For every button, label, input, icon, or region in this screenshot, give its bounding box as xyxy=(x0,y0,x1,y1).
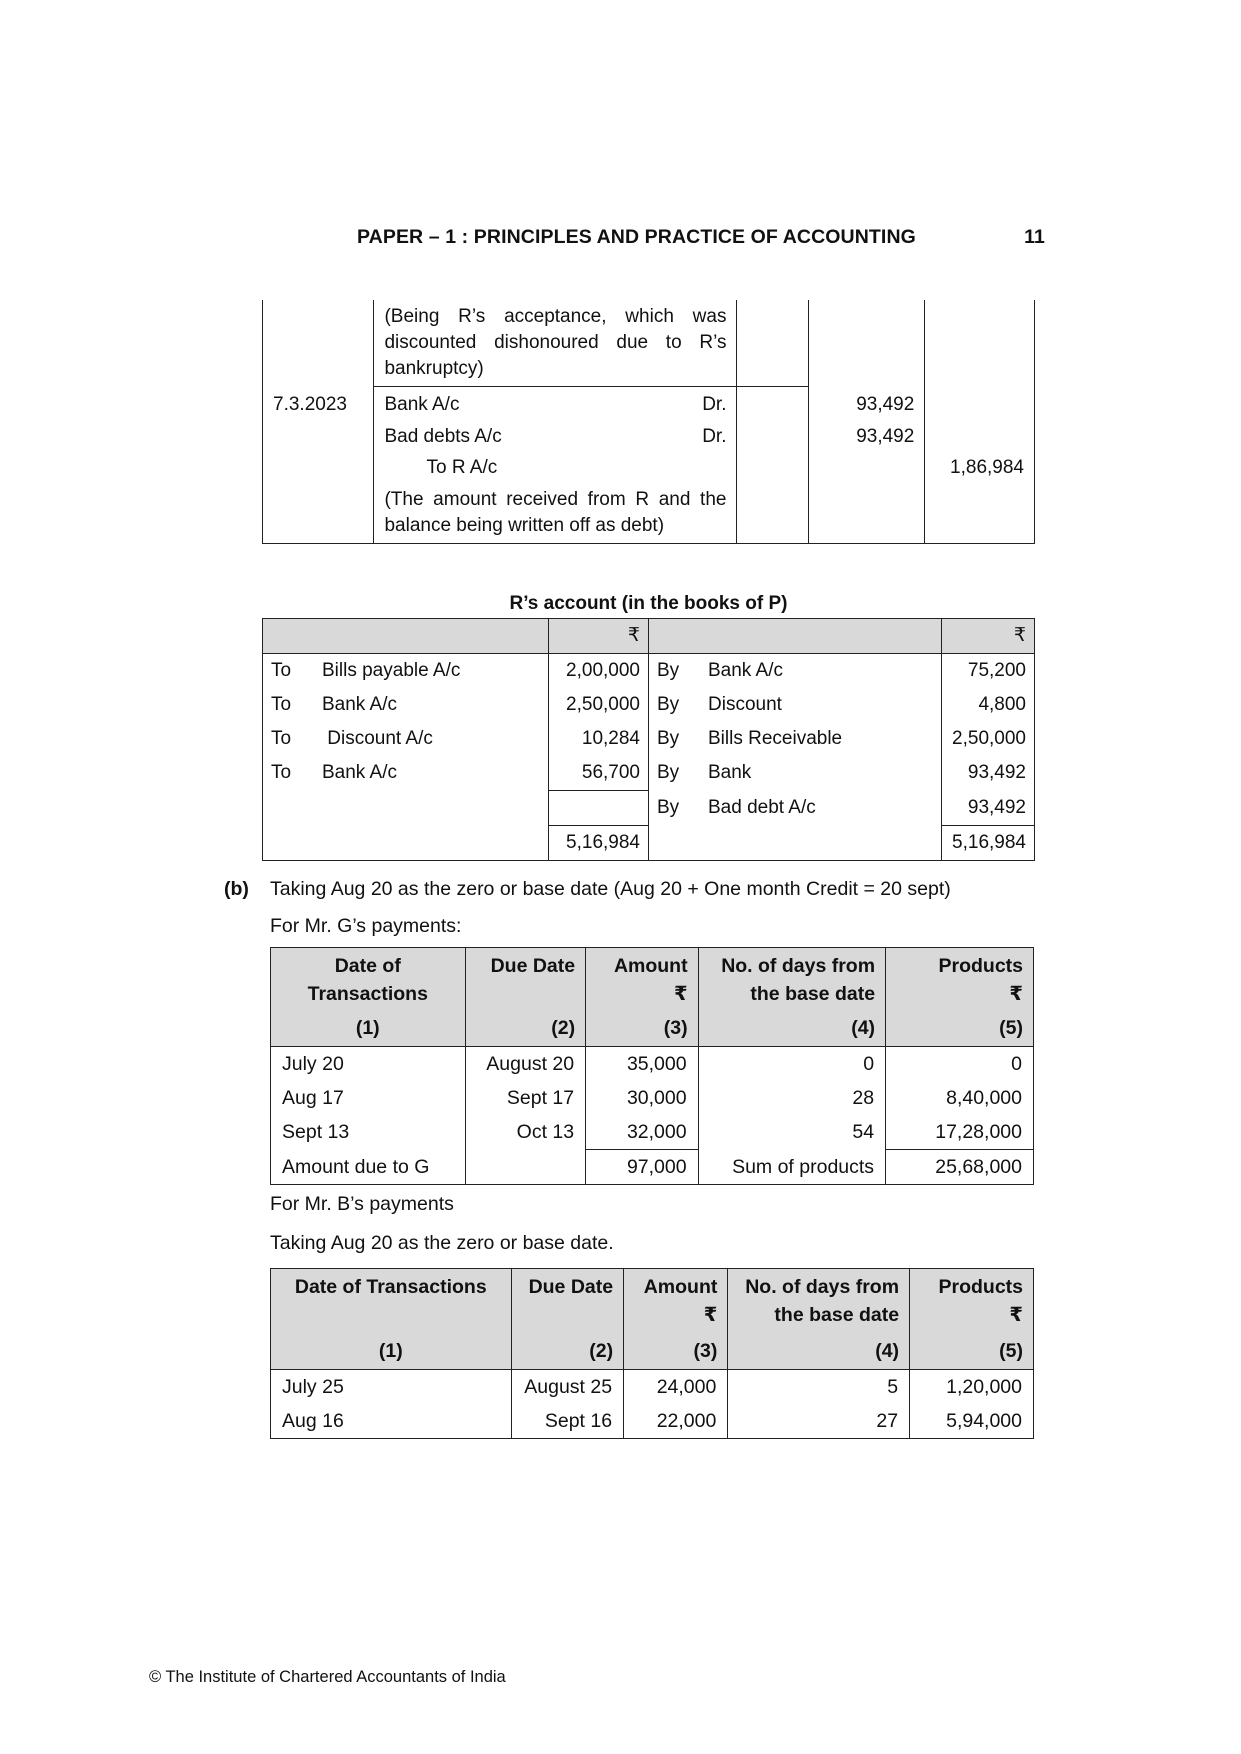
col-header: No. of days from xyxy=(745,1276,900,1298)
table-row xyxy=(263,756,1035,791)
due-date-cell: Sept 17 xyxy=(465,1081,586,1115)
date-cell: Sept 13 xyxy=(271,1115,466,1150)
journal-table xyxy=(262,300,1035,544)
days-cell: 54 xyxy=(698,1115,885,1150)
credit-particular: Bank A/c xyxy=(700,654,942,689)
rupee-icon: ₹ xyxy=(703,1304,718,1326)
table-row xyxy=(271,1404,1034,1439)
credit-amount: 93,492 xyxy=(942,791,1035,826)
by-prefix: By xyxy=(649,722,701,756)
col-number: (4) xyxy=(851,1017,876,1039)
by-prefix: By xyxy=(649,756,701,791)
b-caption: For Mr. B’s payments xyxy=(270,1193,454,1215)
days-cell: 28 xyxy=(698,1081,885,1115)
amount-cell: 30,000 xyxy=(586,1081,698,1115)
paper-title: PAPER – 1 : PRINCIPLES AND PRACTICE OF ACCOUNTING xyxy=(357,226,916,248)
due-date-cell: Sept 16 xyxy=(511,1404,624,1439)
credit-amount: 4,800 xyxy=(942,688,1035,722)
journal-particular: Bank A/c xyxy=(384,394,460,415)
part-b-intro xyxy=(224,878,951,901)
debit-amount: 10,284 xyxy=(549,722,649,756)
part-b-label: (b) xyxy=(224,878,249,900)
g-payments-table xyxy=(270,947,1034,1185)
col-header: Amount xyxy=(643,1276,718,1298)
col-number: (2) xyxy=(589,1340,614,1362)
table-row xyxy=(263,452,1035,483)
days-cell: 0 xyxy=(698,1047,885,1082)
col-header: Amount xyxy=(613,955,688,977)
rupee-icon: ₹ xyxy=(1009,1304,1023,1326)
table-row xyxy=(263,654,1035,689)
product-cell: 1,20,000 xyxy=(910,1370,1034,1405)
debit-total: 5,16,984 xyxy=(549,826,649,861)
sum-of-products: 25,68,000 xyxy=(886,1150,1034,1185)
amount-cell: 32,000 xyxy=(586,1115,698,1150)
col-header: Due Date xyxy=(490,955,576,977)
account-title: R’s account (in the books of P) xyxy=(509,593,788,614)
by-prefix: By xyxy=(649,688,701,722)
table-row xyxy=(263,688,1035,722)
product-cell: 5,94,000 xyxy=(910,1404,1034,1439)
credit-particular: Bad debt A/c xyxy=(700,791,942,826)
col-number: (1) xyxy=(378,1340,403,1362)
col-header: No. of days from xyxy=(721,955,876,977)
table-row xyxy=(263,791,1035,826)
due-date-cell: Oct 13 xyxy=(465,1115,586,1150)
col-number: (3) xyxy=(663,1017,688,1039)
journal-note-dishonour: (Being R’s acceptance, which was discounted dishonoured due to R’s bankruptcy) xyxy=(374,300,737,387)
debit-particular: Bills payable A/c xyxy=(314,654,549,689)
col-header: Products xyxy=(938,1276,1023,1298)
credit-particular: Discount xyxy=(700,688,942,722)
totals-row xyxy=(263,826,1035,861)
debit-particular: Bank A/c xyxy=(314,756,549,791)
col-header: Products xyxy=(938,955,1023,977)
journal-debit: 93,492 xyxy=(808,421,925,452)
journal-date: 7.3.2023 xyxy=(263,387,374,422)
to-prefix: To xyxy=(263,722,315,756)
copyright-footer: © The Institute of Chartered Accountants of India xyxy=(149,1668,506,1686)
debit-amount: 56,700 xyxy=(549,756,649,791)
page-header xyxy=(357,226,1045,249)
table-row xyxy=(263,387,1035,422)
dr-marker: Dr. xyxy=(702,426,727,447)
credit-total: 5,16,984 xyxy=(942,826,1035,861)
journal-credit: 1,86,984 xyxy=(925,452,1035,483)
debit-particular: Bank A/c xyxy=(314,688,549,722)
debit-amount: 2,50,000 xyxy=(549,688,649,722)
table-row xyxy=(271,1115,1034,1150)
credit-amount: 2,50,000 xyxy=(942,722,1035,756)
date-cell: July 20 xyxy=(271,1047,466,1082)
col-header: Date of xyxy=(334,955,401,977)
b-payments-table xyxy=(270,1268,1034,1439)
to-prefix: To xyxy=(263,654,315,689)
product-cell: 0 xyxy=(886,1047,1034,1082)
to-prefix: To xyxy=(263,688,315,722)
amount-cell: 35,000 xyxy=(586,1047,698,1082)
rupee-icon: ₹ xyxy=(674,983,688,1005)
journal-particular: To R A/c xyxy=(374,452,737,483)
rupee-icon: ₹ xyxy=(1009,983,1023,1005)
col-number: (3) xyxy=(693,1340,718,1362)
by-prefix: By xyxy=(649,654,701,689)
dr-marker: Dr. xyxy=(702,394,727,415)
col-header: Date of Transactions xyxy=(294,1276,487,1298)
credit-particular: Bank xyxy=(700,756,942,791)
date-cell: Aug 17 xyxy=(271,1081,466,1115)
col-header: Due Date xyxy=(528,1276,614,1298)
col-number: (5) xyxy=(999,1017,1023,1039)
col-header: Transactions xyxy=(307,983,428,1005)
amount-cell: 22,000 xyxy=(624,1404,728,1439)
credit-amount: 93,492 xyxy=(942,756,1035,791)
col-header: the base date xyxy=(774,1304,900,1326)
table-row xyxy=(263,722,1035,756)
by-prefix: By xyxy=(649,791,701,826)
part-b-intro-text: Taking Aug 20 as the zero or base date (Aug 20 + One month Credit = 20 sept) xyxy=(270,878,951,900)
journal-debit: 93,492 xyxy=(808,387,925,422)
r-account-table xyxy=(262,618,1035,861)
col-number: (4) xyxy=(875,1340,900,1362)
debit-particular: Discount A/c xyxy=(314,722,549,756)
journal-particular: Bad debts A/c xyxy=(384,426,502,447)
due-date-cell: August 25 xyxy=(511,1370,624,1405)
page-number: 11 xyxy=(1024,226,1045,248)
to-prefix: To xyxy=(263,756,315,791)
days-cell: 5 xyxy=(728,1370,910,1405)
table-row xyxy=(271,1047,1034,1082)
total-label: Amount due to G xyxy=(271,1150,466,1185)
b-intro: Taking Aug 20 as the zero or base date. xyxy=(270,1232,614,1254)
total-amount: 97,000 xyxy=(586,1150,698,1185)
date-cell: July 25 xyxy=(271,1370,512,1405)
amount-cell: 24,000 xyxy=(624,1370,728,1405)
table-row xyxy=(271,1081,1034,1115)
rupee-header-left: ₹ xyxy=(549,619,649,654)
days-cell: 27 xyxy=(728,1404,910,1439)
product-cell: 17,28,000 xyxy=(886,1115,1034,1150)
col-number: (5) xyxy=(999,1340,1023,1362)
table-row xyxy=(263,421,1035,452)
credit-particular: Bills Receivable xyxy=(700,722,942,756)
col-header: the base date xyxy=(750,983,876,1005)
table-row xyxy=(271,1370,1034,1405)
rupee-header-right: ₹ xyxy=(942,619,1035,654)
date-cell: Aug 16 xyxy=(271,1404,512,1439)
col-number: (1) xyxy=(355,1017,380,1039)
totals-row xyxy=(271,1150,1034,1185)
credit-amount: 75,200 xyxy=(942,654,1035,689)
journal-note-writeoff: (The amount received from R and the balance being written off as debt) xyxy=(374,483,737,544)
product-cell: 8,40,000 xyxy=(886,1081,1034,1115)
col-number: (2) xyxy=(551,1017,576,1039)
sum-label: Sum of products xyxy=(698,1150,885,1185)
due-date-cell: August 20 xyxy=(465,1047,586,1082)
debit-amount: 2,00,000 xyxy=(549,654,649,689)
g-caption: For Mr. G’s payments: xyxy=(270,915,462,937)
